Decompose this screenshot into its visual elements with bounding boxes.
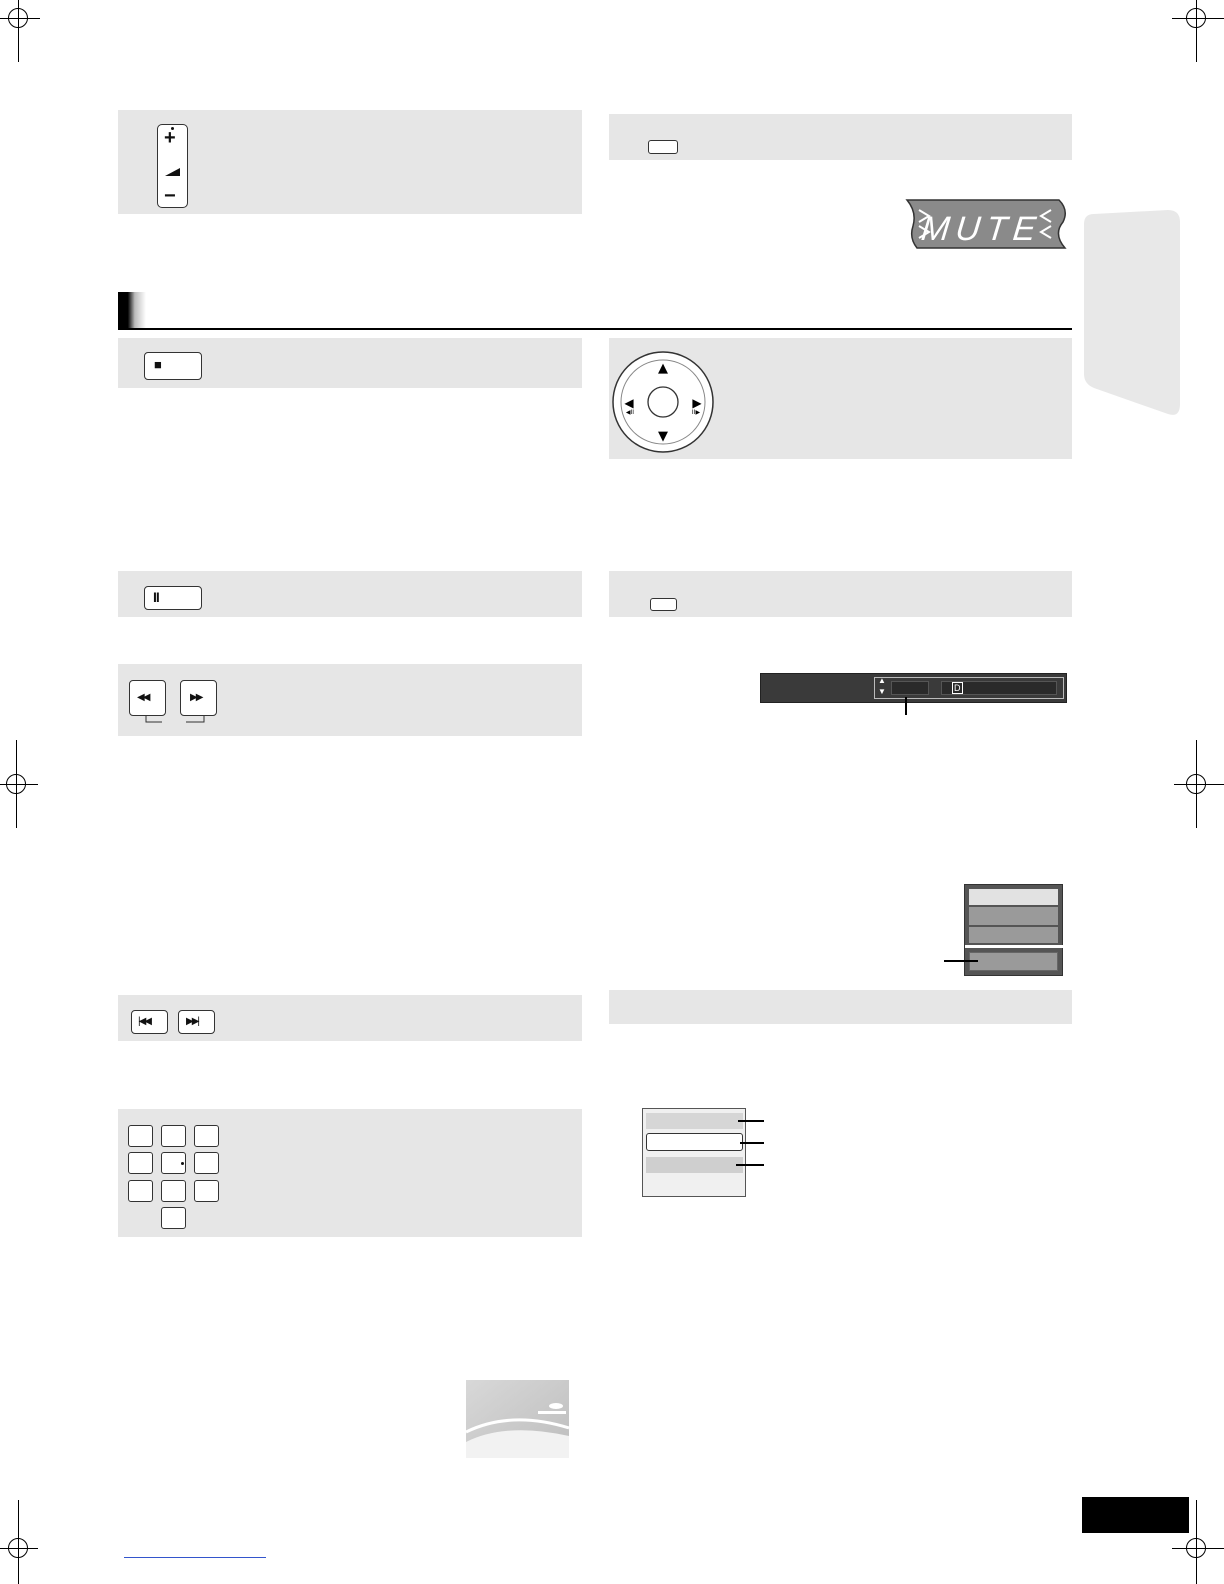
- menu-callout-line: [944, 960, 978, 962]
- blu-ray-disc-logo-icon: [466, 1380, 569, 1458]
- fast-forward-button[interactable]: [180, 680, 217, 716]
- dpad-up-icon[interactable]: ▲: [658, 361, 668, 376]
- skip-previous-icon: |◀◀: [138, 1016, 150, 1027]
- audio-down-arrow-icon: ▼: [878, 687, 886, 696]
- numeric-key[interactable]: [194, 1125, 219, 1147]
- volume-rocker[interactable]: [157, 124, 188, 208]
- mute-display-text: MUTE: [919, 210, 1044, 248]
- mute-button[interactable]: [648, 140, 678, 154]
- pause-button[interactable]: [144, 586, 202, 610]
- mute-panel: [609, 114, 1072, 160]
- numeric-key[interactable]: [161, 1207, 186, 1229]
- audio-format-field: [941, 681, 1057, 695]
- menu-illustration: [964, 884, 1063, 976]
- numeric-key[interactable]: [128, 1152, 153, 1174]
- search-bracket: [140, 716, 210, 726]
- audio-panel: [609, 571, 1072, 617]
- rewind-icon: ◀◀: [137, 692, 149, 703]
- info-panel: [609, 990, 1072, 1024]
- footer-link[interactable]: [124, 1557, 266, 1558]
- menu-list-callout-2: [740, 1142, 764, 1144]
- page-side-tab: [1080, 208, 1184, 420]
- cursor-dpad[interactable]: [611, 350, 715, 454]
- volume-icon: [165, 165, 181, 177]
- numeric-key[interactable]: [161, 1152, 186, 1174]
- skip-next-button[interactable]: [178, 1010, 215, 1034]
- frame-forward-icon: II▶: [691, 409, 701, 416]
- audio-track-field: [891, 681, 929, 695]
- fast-forward-icon: ▶▶: [190, 692, 202, 703]
- numeric-key[interactable]: [194, 1180, 219, 1202]
- frame-back-icon: ◀II: [625, 409, 635, 416]
- audio-callout-line: [905, 697, 907, 715]
- numeric-keypad-panel: [118, 1109, 582, 1237]
- menu-list-callout-1: [738, 1120, 764, 1122]
- numeric-key[interactable]: [128, 1125, 153, 1147]
- rewind-button[interactable]: [129, 680, 166, 716]
- pause-icon: II: [153, 589, 159, 605]
- page-number-box: [1082, 1497, 1189, 1533]
- audio-up-arrow-icon: ▲: [878, 676, 886, 685]
- section-heading-rule: [118, 328, 1072, 330]
- dpad-down-icon[interactable]: ▼: [658, 429, 668, 444]
- numeric-key[interactable]: [161, 1180, 186, 1202]
- dpad-right-icon[interactable]: ▶: [692, 396, 702, 410]
- volume-plus-icon: +: [164, 127, 176, 149]
- audio-status-bar: [760, 673, 1067, 703]
- menu-list-illustration: [642, 1108, 746, 1197]
- numeric-key[interactable]: [194, 1152, 219, 1174]
- audio-button[interactable]: [650, 598, 677, 611]
- stop-button[interactable]: [144, 352, 202, 380]
- volume-minus-icon: −: [164, 185, 176, 207]
- dolby-icon: D: [954, 683, 961, 693]
- section-heading-marker: [118, 292, 146, 328]
- dpad-left-icon[interactable]: ◀: [624, 396, 634, 410]
- skip-previous-button[interactable]: [131, 1010, 168, 1034]
- numeric-key[interactable]: [161, 1125, 186, 1147]
- numeric-key[interactable]: [128, 1180, 153, 1202]
- mute-display-icon: [903, 196, 1071, 252]
- skip-next-icon: ▶▶|: [186, 1016, 198, 1027]
- menu-list-callout-3: [736, 1164, 764, 1166]
- stop-icon: ■: [154, 357, 162, 372]
